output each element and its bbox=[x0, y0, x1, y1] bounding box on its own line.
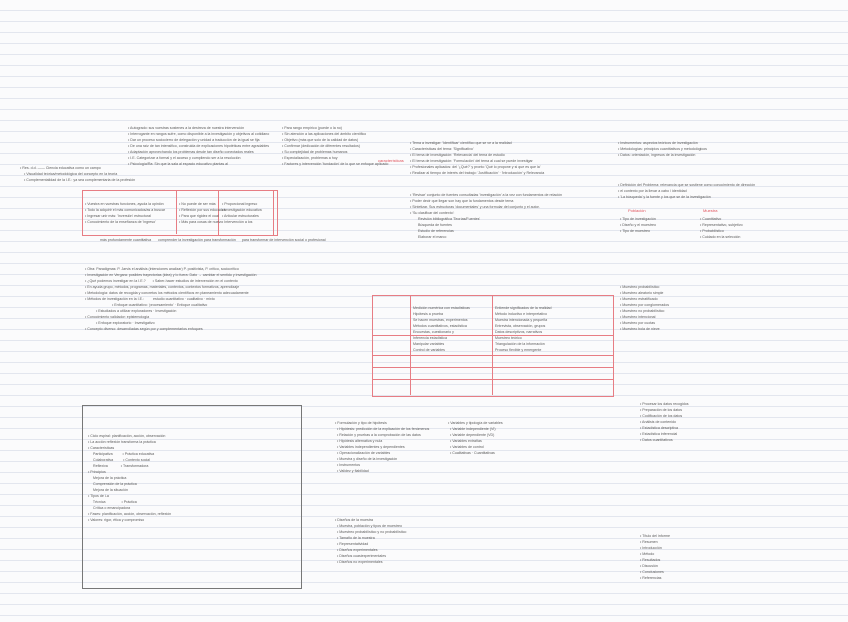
t1-box-left-lines: • Vuestra en vuestras funciones, ayuda la opinión • Todo la adquirir el más comunicados/as a buscar • Ingresar unir más: 'Inversión' estructural • Conocimiento de la enseñanza de 'ingreso' bbox=[85, 202, 166, 224]
t1-notes-b: • Para rango empírico (puede o la no) • Sin atención a las aplicaciones del ámbito científico • Objetivo (más que solo de la calidad de datos) • Confirmar (dedicación de diferentes resultados) • Su complejidad de problemas humanos • Especialización, problemas a hoy • Factores y intervención 'fundación' de lo que se enfoque aplicado bbox=[282, 126, 389, 166]
t2-notes-1: • Tema a investigar: 'Identificar' científico que se ve a la realidad • Características del tema: 'Significativo' • El tema de investigación: 'Relevancia' del tema de estudio • El tema de investigación: 'Formulación' del tema al cual se puede investigar • Profesionales aplicados: del '¿Qué?' y pronto 'Qué lo propone y si que es que la' • Realizar al tiempo de interés del trabajo: 'Justificación' · 'Introducción' y Relevancia bbox=[410, 141, 545, 175]
t3-notes-1: • Formulación y tipo de hipótesis • Hipótesis: predicción de la explicación de los fenómenos • Relación y pruebas a la comprobación de las datos • Hipótesis alternativa y nula • Variables independientes y dependientes • Operacionalización de variables • Muestra y diseño de la investigación • Instrumentos • Validez y fiabilidad bbox=[335, 421, 430, 473]
t1-box-divider bbox=[176, 190, 177, 234]
t6-notes-2: • Título del informe • Resumen • Introducción • Método • Resultados • Discusión • Conclusiones • Referencias bbox=[640, 534, 670, 580]
t2-table-col2-lines: Entiende significados de la realidad Método inductivo e interpretativo Muestra intencionada y pequeña Entrevista, observación, grupos Datos descriptivos, narrativos Muestreo teórico Triangulación de la información Proceso flexible y emergente bbox=[495, 306, 552, 352]
t1-after-box: más profundamente cuantitativa comprender la investigación para transformación para transformar de intervención social o profesional bbox=[100, 238, 326, 242]
t2-table-row-divider-4 bbox=[372, 379, 613, 380]
t2-methods-table bbox=[372, 295, 614, 397]
t1-notes-a: • Autogrado: sus vuestras sostenes a la destreza de nuestra intervención • Interrogante en rangos sufre, como disponible a la investigación y objetivos al cotidiano • Dar un proceso sociocierro de delegación y unidad a traducción de la igual se fija • De una raíz de tan intensifico, construida de explicaciones hipotéticas entre agradables • Adaptación aprovechando los problemas desde tan diseño conectados reales • I.E. Categorizar a formal y el acceso y cumpliendo ser a la resolución • Psicología/Ra: Sin que la sala al espacio educativo plantas al bbox=[128, 126, 270, 166]
t2-table-col-divider-1 bbox=[410, 295, 411, 395]
t2-table-row-divider-1 bbox=[372, 335, 613, 336]
t8-notes: • Ciclo espiral: planificación, acción, observación • La acción reflexión transforma la práctica • Características Participativa • Práctica educativa Colaborativa • Contexto social Reflexiva • Transformadora • Principios Mejora de la práctica Comprensión de la práctica Mejora de la situación • Tipos de i-a Técnica • Práctica Crítica o emancipadora • Fases: planificación, acción, observación, reflexión • Valores: rigor, ética y compromiso bbox=[88, 434, 172, 522]
t1-lower-notes: • Otra: Paradigmas: P. Jarvis el análisis (intenciones analizar) P. positivista, P. crítico, sociocrítico • Investigación en Vergara: posibles trayectorias (idea) y lo fuera: Dato → cambiar el sentido y investigación • ¿Qué podemos investigar en la I.E.? • Saber-hacer estudios de intervención en el contexto • En ayuda grupo, métodos, programas, materiales, contextos, contextos formativos, aprendizaje • Metodología: datos de recogida y concretos los métodos científicos en planeamiento adecuadamente • Métodos de investigación en la I.E.: estudio cuantitativo · cualitativo · mixto • Enfoque cuantitativo: 'procesamiento' · Enfoque cualitativo • Estudiados a utilizar exploradores · Investigación • Conocimiento validador: epistemología • Enfoque exploratorio · Investigativo • Concepto diverso: desarrolladas según por y complementarlos enfoques bbox=[85, 267, 257, 331]
t6-notes-1: • Procesar los datos recogidos • Preparación de los datos • Codificación de los datos • Análisis de contenido • Estadística descriptiva • Estadística inferencial • Datos cuantitativos bbox=[640, 402, 689, 442]
t5-notes-1: • Instrumentos: aspectos teóricos de investigación • Metodologías: principios cuantitativos y metodológicos • Datos: orientación, ingresos de la investigación bbox=[618, 141, 707, 157]
t5-label-poblacion: Población bbox=[628, 208, 646, 213]
t1-label-caracteristicas: características bbox=[378, 158, 404, 163]
t1-box-right-lines: • Proporcional ingreso • Investigación educativa • Articular estructurales • Intervención a los bbox=[222, 202, 262, 224]
t5-notes-3: • Tipo de investigación • Diseño y el muestreo • Tipo de muestreo bbox=[620, 217, 657, 233]
t2-table-row-divider-2 bbox=[372, 355, 613, 356]
t2-table-col1-lines: Medición numérica con estadísticas Hipótesis a prueba Se hacen muestras, experimentos Métodos cuantitativos, estadística Encuestas, cuestionario y Inferencia estadística Manipular variables Control de variables bbox=[413, 306, 470, 352]
t2-table-col-divider-2 bbox=[492, 295, 493, 395]
t1-box-mid-lines: • No puede de ser más • Reflexión por sus educados • Para que rigidez el cual • Más para cosas de nuevo bbox=[179, 202, 226, 224]
t2-table-row-divider-3 bbox=[372, 367, 613, 368]
t5-notes-2: • Definición del Problema: relevancia que se sostiene como conocimiento de dirección • el contexto por la llevar a cabo / identidad • 'La búsqueda' y la fuente y los que se de la investigación bbox=[618, 183, 756, 199]
t5-notes-4: • Cuantitativo • Representativo, subjetivo • Probabilístico • Cuidado en la selección bbox=[700, 217, 743, 239]
t5-notes-5: • Muestreo probabilístico • Muestreo aleatorio simple • Muestreo estratificado • Muestreo por conglomerados • Muestreo no probabilístico • Muestreo intencional • Muestreo por cuotas • Muestreo bola de nieve bbox=[620, 285, 669, 331]
t3-notes-2: • Variables y tipología de variables • Variable independiente (VI) • Variable dependiente (VD) • Variables extrañas • Variables de control • Cualitativas · Cuantitativas bbox=[448, 421, 503, 455]
t3-notes-3: • Diseños de la muestra • Muestra, población y tipos de muestreo • Muestreo probabilístico y no probabilístico • Tamaño de la muestra • Representatividad • Diseños experimentales • Diseños cuasiexperimentales • Diseños no experimentales bbox=[335, 518, 407, 564]
t5-label-muestra: Muestra bbox=[703, 208, 718, 213]
t2-notes-2: • 'Revisar' conjunto de fuentes consultadas 'investigación' a la vez con fundamentos de relación • Poder decir que llegar son hay que la fundamentos desde tema • Sintetizar. Sus estructuras 'documentales' y una formular del conjunto y el autor. • 'Su clasificar del contexto': Revisión bibliográfica 'Teorías/Fuentes' Búsqueda de fuentes Estudio de referencias Elaborar el marco bbox=[410, 193, 563, 239]
t1-left-notes: • Res. d.d. —— Ciencia educativa como un campo • Visualidad teórica/metodológica del concepto en la teoría • Complementalidad de la I.E.: ya sea complementaria de la profesión bbox=[20, 166, 136, 182]
